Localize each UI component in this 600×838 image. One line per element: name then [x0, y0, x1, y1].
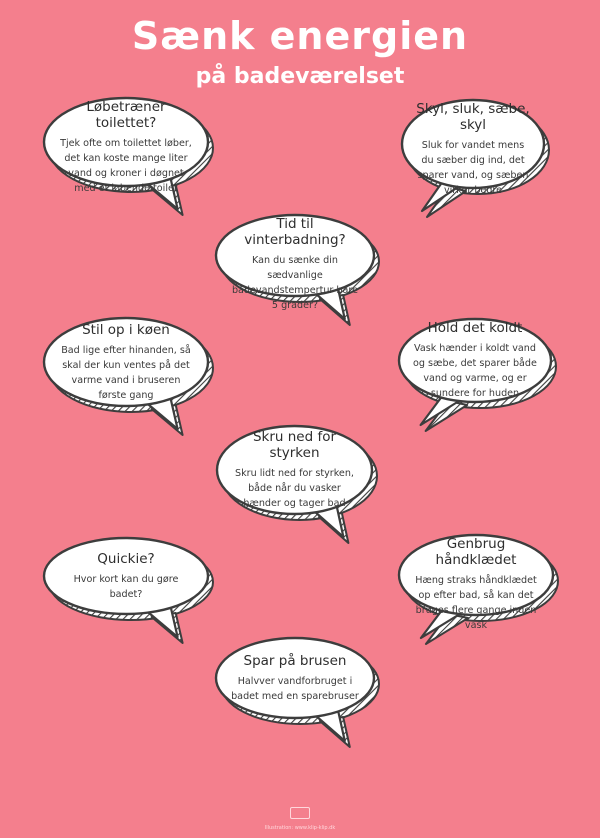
tip-bubble-queue — [40, 315, 212, 435]
tip-text: Skru lidt ned for styrken, både når du vasker hænder og tager bad — [235, 468, 354, 509]
tip-title: Spar på brusen — [243, 652, 347, 669]
tip-text: Sluk for vandet mens du sæber dig ind, det sparer vand, og sæben virker bedre — [417, 140, 529, 196]
page-title: Sænk energien — [131, 14, 469, 58]
tip-title: Skru ned for styrken — [252, 429, 337, 461]
tip-title: Løbetræner toilettet? — [86, 99, 166, 131]
tip-text: Bad lige efter hinanden, så skal der kun ventes på det varme vand i bruseren første gang — [61, 344, 191, 401]
tip-bubble-temperature — [212, 212, 378, 325]
tip-text: Halvver vandforbruget i badet med en sparebruser — [231, 675, 359, 702]
page-subtitle: på badeværelset — [195, 64, 405, 89]
logo-icon — [290, 807, 310, 819]
tip-title: Quickie? — [97, 550, 155, 567]
tip-text: Vask hænder i koldt vand og sæbe, det sparer både vand og varme, og er sundere for huden — [413, 343, 537, 399]
tip-bubble-soap — [398, 97, 548, 217]
tip-title: Stil op i køen — [82, 321, 170, 338]
tip-text: Kan du sænke din sædvanlige badevandstempertur bare 5 grader? — [231, 255, 359, 311]
tip-title: Genbrug håndklædet — [435, 536, 517, 568]
tip-bubble-showerhead — [212, 635, 378, 747]
tip-bubble-pressure — [213, 423, 376, 543]
tip-text: Tjek ofte om toilettet løber, det kan koste mange liter vand og kroner i døgnet med et løbende toilet — [60, 138, 192, 194]
footer — [0, 804, 600, 831]
tip-text: Hvor kort kan du gøre badet? — [73, 573, 179, 600]
tip-title: Hold det koldt — [427, 320, 523, 336]
tip-text: Hæng straks håndklædet op efter bad, så kan det bruges flere gange inden vask — [415, 575, 537, 631]
tip-bubble-towel — [395, 532, 557, 644]
tip-title: Skyl, sluk, sæbe, skyl — [416, 101, 530, 133]
tip-bubble-quickie — [40, 535, 212, 643]
tip-title: Tid til vinterbadning? — [244, 216, 346, 248]
tip-bubble-cold — [395, 316, 555, 431]
footer-credit: Illustration: www.klip-klip.dk — [264, 825, 336, 831]
tip-bubble-toilet — [40, 95, 212, 215]
